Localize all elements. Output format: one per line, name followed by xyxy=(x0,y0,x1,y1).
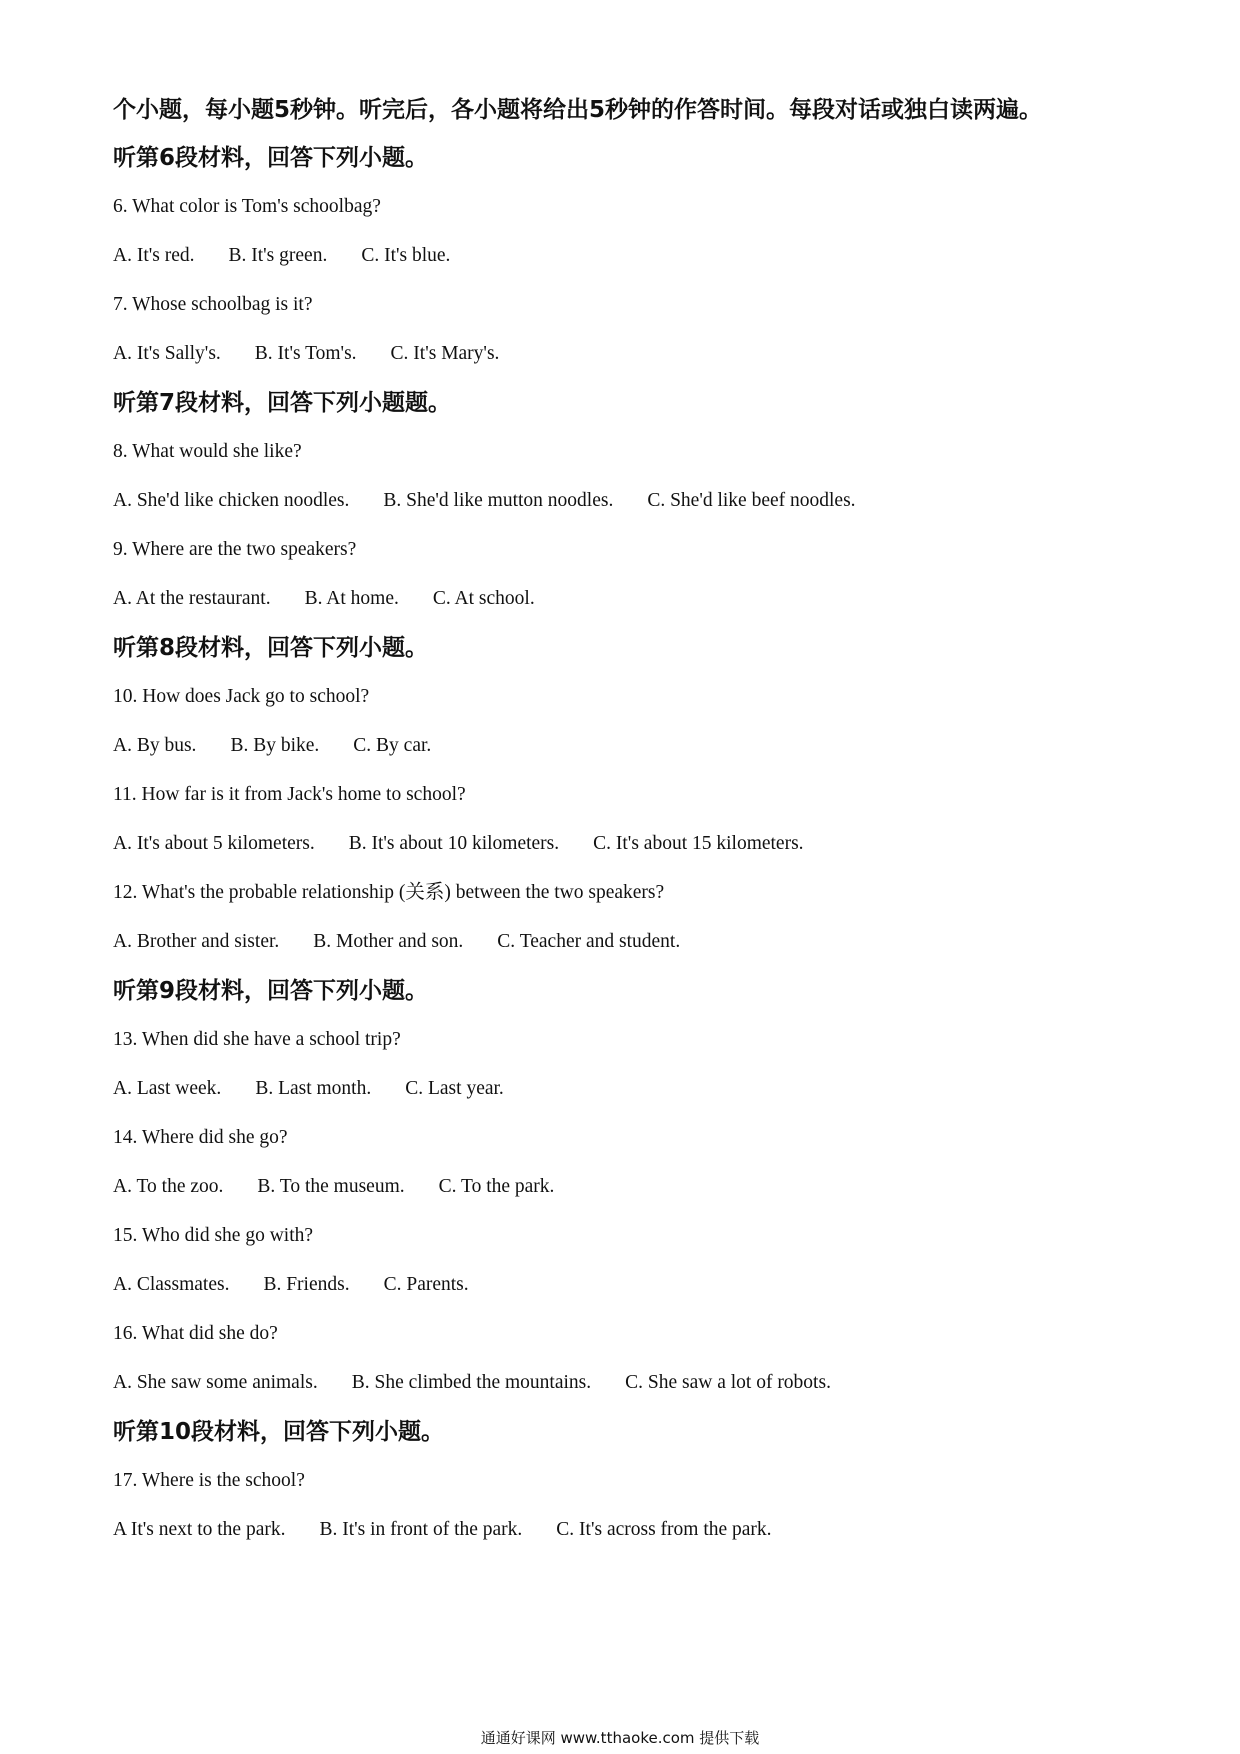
option-9-c: C. At school. xyxy=(432,588,535,609)
question-12: 12. What's the probable relationship (关系) between the two speakers? xyxy=(113,882,665,903)
question-10: 10. How does Jack go to school? xyxy=(113,686,370,707)
options-12 xyxy=(113,928,1153,977)
option-14-a: A. To the zoo. xyxy=(113,1176,224,1197)
question-14: 14. Where did she go? xyxy=(113,1127,288,1148)
options-6 xyxy=(113,242,1153,291)
options-7 xyxy=(113,340,1153,389)
page-footer: 通通好课网 www.tthaoke.com 提供下载 xyxy=(480,1729,760,1747)
option-13-b: B. Last month. xyxy=(255,1078,372,1099)
option-10-a: A. By bus. xyxy=(113,735,197,756)
question-16: 16. What did she do? xyxy=(113,1323,278,1344)
options-8 xyxy=(113,487,1153,536)
option-16-c: C. She saw a lot of robots. xyxy=(625,1372,831,1393)
option-13-a: A. Last week. xyxy=(113,1078,222,1099)
section-heading-7: 听第7段材料，回答下列小题题。 xyxy=(113,390,452,416)
option-11-a: A. It's about 5 kilometers. xyxy=(113,833,315,854)
option-10-c: C. By car. xyxy=(353,735,432,756)
option-17-a: A It's next to the park. xyxy=(113,1519,286,1540)
option-15-b: B. Friends. xyxy=(263,1274,350,1295)
option-10-b: B. By bike. xyxy=(230,735,320,756)
options-9 xyxy=(113,585,1153,634)
option-16-a: A. She saw some animals. xyxy=(113,1372,318,1393)
option-8-c: C. She'd like beef noodles. xyxy=(647,490,856,511)
option-15-a: A. Classmates. xyxy=(113,1274,230,1295)
options-14 xyxy=(113,1173,1153,1222)
option-7-a: A. It's Sally's. xyxy=(113,343,221,364)
option-8-b: B. She'd like mutton noodles. xyxy=(383,490,614,511)
option-12-b: B. Mother and son. xyxy=(313,931,464,952)
option-15-c: C. Parents. xyxy=(383,1274,469,1295)
options-15 xyxy=(113,1271,1153,1320)
question-11: 11. How far is it from Jack's home to school? xyxy=(113,784,466,805)
option-6-c: C. It's blue. xyxy=(361,245,451,266)
option-11-b: B. It's about 10 kilometers. xyxy=(348,833,560,854)
option-13-c: C. Last year. xyxy=(405,1078,504,1099)
option-16-b: B. She climbed the mountains. xyxy=(351,1372,592,1393)
section-heading-6: 听第6段材料，回答下列小题。 xyxy=(113,145,429,171)
option-9-b: B. At home. xyxy=(304,588,399,609)
option-17-c: C. It's across from the park. xyxy=(556,1519,772,1540)
question-13: 13. When did she have a school trip? xyxy=(113,1029,401,1050)
intro-instructions: 个小题，每小题5秒钟。听完后，各小题将给出5秒钟的作答时间。每段对话或独白读两遍。 xyxy=(113,97,1043,123)
question-6: 6. What color is Tom's schoolbag? xyxy=(113,196,381,217)
options-11 xyxy=(113,830,1153,879)
question-8: 8. What would she like? xyxy=(113,441,302,462)
options-17 xyxy=(113,1516,1153,1565)
option-9-a: A. At the restaurant. xyxy=(113,588,271,609)
option-14-b: B. To the museum. xyxy=(257,1176,405,1197)
option-11-c: C. It's about 15 kilometers. xyxy=(593,833,804,854)
option-7-b: B. It's Tom's. xyxy=(254,343,357,364)
option-8-a: A. She'd like chicken noodles. xyxy=(113,490,350,511)
question-9: 9. Where are the two speakers? xyxy=(113,539,357,560)
document-page xyxy=(113,96,1153,1565)
question-17: 17. Where is the school? xyxy=(113,1470,305,1491)
section-heading-10: 听第10段材料，回答下列小题。 xyxy=(113,1419,445,1445)
section-heading-8: 听第8段材料，回答下列小题。 xyxy=(113,635,429,661)
option-12-a: A. Brother and sister. xyxy=(113,931,280,952)
options-16 xyxy=(113,1369,1153,1418)
option-7-c: C. It's Mary's. xyxy=(390,343,500,364)
options-10 xyxy=(113,732,1153,781)
question-7: 7. Whose schoolbag is it? xyxy=(113,294,313,315)
options-13 xyxy=(113,1075,1153,1124)
section-heading-9: 听第9段材料，回答下列小题。 xyxy=(113,978,429,1004)
option-14-c: C. To the park. xyxy=(438,1176,555,1197)
option-6-b: B. It's green. xyxy=(228,245,328,266)
option-6-a: A. It's red. xyxy=(113,245,195,266)
question-15: 15. Who did she go with? xyxy=(113,1225,314,1246)
option-12-c: C. Teacher and student. xyxy=(497,931,681,952)
option-17-b: B. It's in front of the park. xyxy=(319,1519,523,1540)
